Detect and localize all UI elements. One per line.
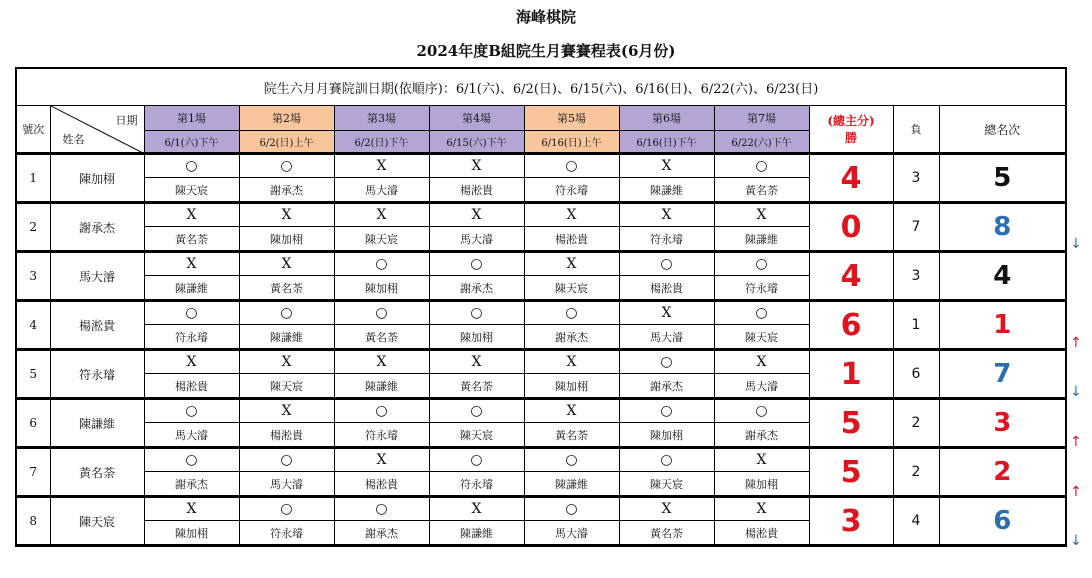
- round-date: 6/1(六)下午: [144, 131, 239, 154]
- header-wins-line1: (總主分): [827, 114, 875, 128]
- result-mark: X: [239, 252, 334, 276]
- opponent-name: 陳謙維: [144, 276, 239, 301]
- round-label: 第6場: [619, 106, 714, 131]
- result-mark: ○: [239, 301, 334, 325]
- result-mark: X: [239, 350, 334, 374]
- player-no: 4: [16, 301, 50, 350]
- round-label: 第3場: [334, 106, 429, 131]
- round-label: 第1場: [144, 106, 239, 131]
- result-mark: X: [524, 203, 619, 227]
- header-rank: 總名次: [939, 106, 1066, 154]
- header-no: 號次: [16, 106, 50, 154]
- result-mark: ○: [239, 497, 334, 521]
- table-row: [16, 497, 1066, 521]
- opponent-name: 黃名荼: [429, 374, 524, 399]
- header-wins: [809, 106, 893, 154]
- opponent-name: 黃名荼: [144, 227, 239, 252]
- opponent-name: 陳天宸: [524, 276, 619, 301]
- player-no: 8: [16, 497, 50, 546]
- result-mark: ○: [429, 301, 524, 325]
- header-date-name: [50, 106, 144, 154]
- player-losses: 2: [893, 448, 939, 497]
- player-losses: 4: [893, 497, 939, 546]
- result-mark: X: [429, 350, 524, 374]
- result-mark: ○: [714, 399, 809, 423]
- opponent-name: 符永璿: [619, 227, 714, 252]
- result-mark: ○: [239, 448, 334, 472]
- player-losses: 6: [893, 350, 939, 399]
- opponent-name: 陳謙維: [524, 472, 619, 497]
- opponent-name: 馬大濬: [714, 374, 809, 399]
- result-mark: ○: [334, 301, 429, 325]
- header-wins-line2: 勝: [844, 131, 857, 145]
- table-row: [16, 252, 1066, 276]
- result-mark: ○: [144, 448, 239, 472]
- opponent-name: 陳加栩: [239, 227, 334, 252]
- player-no: 2: [16, 203, 50, 252]
- result-mark: X: [619, 203, 714, 227]
- result-mark: X: [334, 203, 429, 227]
- result-mark: ○: [524, 497, 619, 521]
- schedule-table: [15, 67, 1067, 547]
- opponent-name: 馬大濬: [144, 423, 239, 448]
- rank-trend-icon: ↑: [1070, 434, 1082, 450]
- player-no: 1: [16, 154, 50, 203]
- opponent-name: 黃名荼: [239, 276, 334, 301]
- opponent-name: 馬大濬: [239, 472, 334, 497]
- opponent-name: 黃名荼: [334, 325, 429, 350]
- opponent-name: 楊淞貴: [144, 374, 239, 399]
- result-mark: ○: [144, 301, 239, 325]
- opponent-name: 黃名荼: [524, 423, 619, 448]
- opponent-name: 陳謙維: [239, 325, 334, 350]
- round-date: 6/2(日)上午: [239, 131, 334, 154]
- table-row: [16, 203, 1066, 227]
- result-mark: ○: [144, 154, 239, 178]
- opponent-name: 陳謙維: [619, 178, 714, 203]
- round-label: 第2場: [239, 106, 334, 131]
- result-mark: X: [619, 301, 714, 325]
- opponent-name: 陳加栩: [619, 423, 714, 448]
- round-label: 第4場: [429, 106, 524, 131]
- player-wins: 3: [809, 497, 893, 546]
- player-name: 黃名荼: [50, 448, 144, 497]
- header-name: 姓名: [62, 133, 85, 146]
- opponent-name: 馬大濬: [619, 325, 714, 350]
- header-losses: 負: [893, 106, 939, 154]
- player-rank: 1: [939, 301, 1066, 350]
- opponent-name: 馬大濬: [524, 521, 619, 546]
- player-rank: 7: [939, 350, 1066, 399]
- table-row: [16, 350, 1066, 374]
- page-title: 2024年度B組院生月賽賽程表(6月份): [416, 42, 676, 60]
- round-date: 6/22(六)下午: [714, 131, 809, 154]
- opponent-name: 符永璿: [144, 325, 239, 350]
- opponent-name: 陳天宸: [714, 325, 809, 350]
- opponent-name: 陳加栩: [524, 374, 619, 399]
- player-no: 5: [16, 350, 50, 399]
- opponent-name: 陳天宸: [334, 227, 429, 252]
- result-mark: ○: [714, 154, 809, 178]
- opponent-name: 楊淞貴: [524, 227, 619, 252]
- opponent-name: 符永璿: [429, 472, 524, 497]
- opponent-name: 楊淞貴: [714, 521, 809, 546]
- opponent-name: 馬大濬: [429, 227, 524, 252]
- player-rank: 2: [939, 448, 1066, 497]
- player-wins: 5: [809, 399, 893, 448]
- opponent-name: 謝承杰: [144, 472, 239, 497]
- result-mark: X: [144, 252, 239, 276]
- result-mark: X: [714, 497, 809, 521]
- result-mark: ○: [619, 350, 714, 374]
- player-name: 陳加栩: [50, 154, 144, 203]
- opponent-name: 黃名荼: [714, 178, 809, 203]
- result-mark: ○: [619, 399, 714, 423]
- opponent-name: 陳謙維: [429, 521, 524, 546]
- player-wins: 1: [809, 350, 893, 399]
- player-rank: 8: [939, 203, 1066, 252]
- player-losses: 3: [893, 154, 939, 203]
- result-mark: ○: [524, 301, 619, 325]
- opponent-name: 陳天宸: [429, 423, 524, 448]
- round-label: 第7場: [714, 106, 809, 131]
- result-mark: ○: [619, 252, 714, 276]
- result-mark: ○: [619, 448, 714, 472]
- player-wins: 4: [809, 154, 893, 203]
- player-losses: 7: [893, 203, 939, 252]
- result-mark: X: [619, 154, 714, 178]
- result-mark: ○: [144, 399, 239, 423]
- opponent-name: 陳天宸: [619, 472, 714, 497]
- opponent-name: 謝承杰: [239, 178, 334, 203]
- result-mark: X: [714, 448, 809, 472]
- table-row: [16, 399, 1066, 423]
- result-mark: X: [144, 350, 239, 374]
- opponent-name: 符永璿: [334, 423, 429, 448]
- opponent-name: 陳天宸: [239, 374, 334, 399]
- result-mark: ○: [524, 154, 619, 178]
- opponent-name: 謝承杰: [334, 521, 429, 546]
- rank-trend-icon: ↓: [1070, 533, 1082, 550]
- rank-trend-icon: ↓: [1070, 235, 1082, 252]
- player-name: 陳天宸: [50, 497, 144, 546]
- player-no: 6: [16, 399, 50, 448]
- player-losses: 1: [893, 301, 939, 350]
- opponent-name: 謝承杰: [714, 423, 809, 448]
- player-rank: 6: [939, 497, 1066, 546]
- player-no: 7: [16, 448, 50, 497]
- opponent-name: 謝承杰: [429, 276, 524, 301]
- table-row: [16, 301, 1066, 325]
- round-date: 6/16(日)下午: [619, 131, 714, 154]
- opponent-name: 陳謙維: [714, 227, 809, 252]
- player-rank: 4: [939, 252, 1066, 301]
- result-mark: ○: [334, 252, 429, 276]
- result-mark: X: [524, 350, 619, 374]
- info-row: 院生六月月賽院訓日期(依順序)：6/1(六)、6/2(日)、6/15(六)、6/16(日)、6/22(六)、6/23(日): [16, 68, 1066, 106]
- player-wins: 0: [809, 203, 893, 252]
- opponent-name: 楊淞貴: [429, 178, 524, 203]
- result-mark: X: [144, 203, 239, 227]
- rank-trend-icon: ↑: [1070, 334, 1082, 351]
- player-name: 馬大濬: [50, 252, 144, 301]
- result-mark: X: [524, 399, 619, 423]
- rank-trend-icon: ↑: [1070, 483, 1082, 500]
- opponent-name: 陳謙維: [334, 374, 429, 399]
- result-mark: X: [429, 497, 524, 521]
- org-name: 海峰棋院: [515, 8, 576, 26]
- player-name: 陳謙維: [50, 399, 144, 448]
- opponent-name: 楊淞貴: [619, 276, 714, 301]
- result-mark: ○: [334, 497, 429, 521]
- result-mark: X: [239, 399, 334, 423]
- result-mark: X: [334, 154, 429, 178]
- result-mark: X: [334, 350, 429, 374]
- opponent-name: 陳加栩: [429, 325, 524, 350]
- result-mark: X: [524, 252, 619, 276]
- round-date: 6/16(日)上午: [524, 131, 619, 154]
- opponent-name: 黃名荼: [619, 521, 714, 546]
- table-row: [16, 154, 1066, 178]
- result-mark: X: [239, 203, 334, 227]
- round-date: 6/15(六)下午: [429, 131, 524, 154]
- opponent-name: 楊淞貴: [239, 423, 334, 448]
- result-mark: ○: [429, 252, 524, 276]
- header-date: 日期: [115, 114, 138, 127]
- result-mark: X: [714, 203, 809, 227]
- player-rank: 5: [939, 154, 1066, 203]
- player-wins: 4: [809, 252, 893, 301]
- result-mark: ○: [429, 399, 524, 423]
- result-mark: X: [334, 448, 429, 472]
- result-mark: X: [429, 203, 524, 227]
- result-mark: ○: [524, 448, 619, 472]
- opponent-name: 謝承杰: [619, 374, 714, 399]
- table-row: [16, 448, 1066, 472]
- opponent-name: 楊淞貴: [334, 472, 429, 497]
- player-losses: 3: [893, 252, 939, 301]
- opponent-name: 符永璿: [239, 521, 334, 546]
- opponent-name: 陳加栩: [144, 521, 239, 546]
- opponent-name: 謝承杰: [524, 325, 619, 350]
- opponent-name: 符永璿: [714, 276, 809, 301]
- opponent-name: 陳加栩: [334, 276, 429, 301]
- result-mark: ○: [429, 448, 524, 472]
- player-wins: 5: [809, 448, 893, 497]
- result-mark: ○: [334, 399, 429, 423]
- result-mark: X: [714, 350, 809, 374]
- result-mark: ○: [239, 154, 334, 178]
- player-name: 楊淞貴: [50, 301, 144, 350]
- rank-trend-icon: ↓: [1070, 384, 1082, 401]
- opponent-name: 陳加栩: [714, 472, 809, 497]
- round-label: 第5場: [524, 106, 619, 131]
- opponent-name: 馬大濬: [334, 178, 429, 203]
- player-name: 謝承杰: [50, 203, 144, 252]
- player-name: 符永璿: [50, 350, 144, 399]
- result-mark: ○: [714, 301, 809, 325]
- opponent-name: 陳天宸: [144, 178, 239, 203]
- player-losses: 2: [893, 399, 939, 448]
- result-mark: X: [619, 497, 714, 521]
- player-no: 3: [16, 252, 50, 301]
- result-mark: X: [144, 497, 239, 521]
- player-wins: 6: [809, 301, 893, 350]
- result-mark: ○: [714, 252, 809, 276]
- player-rank: 3: [939, 399, 1066, 448]
- opponent-name: 符永璿: [524, 178, 619, 203]
- result-mark: X: [429, 154, 524, 178]
- round-date: 6/2(日)下午: [334, 131, 429, 154]
